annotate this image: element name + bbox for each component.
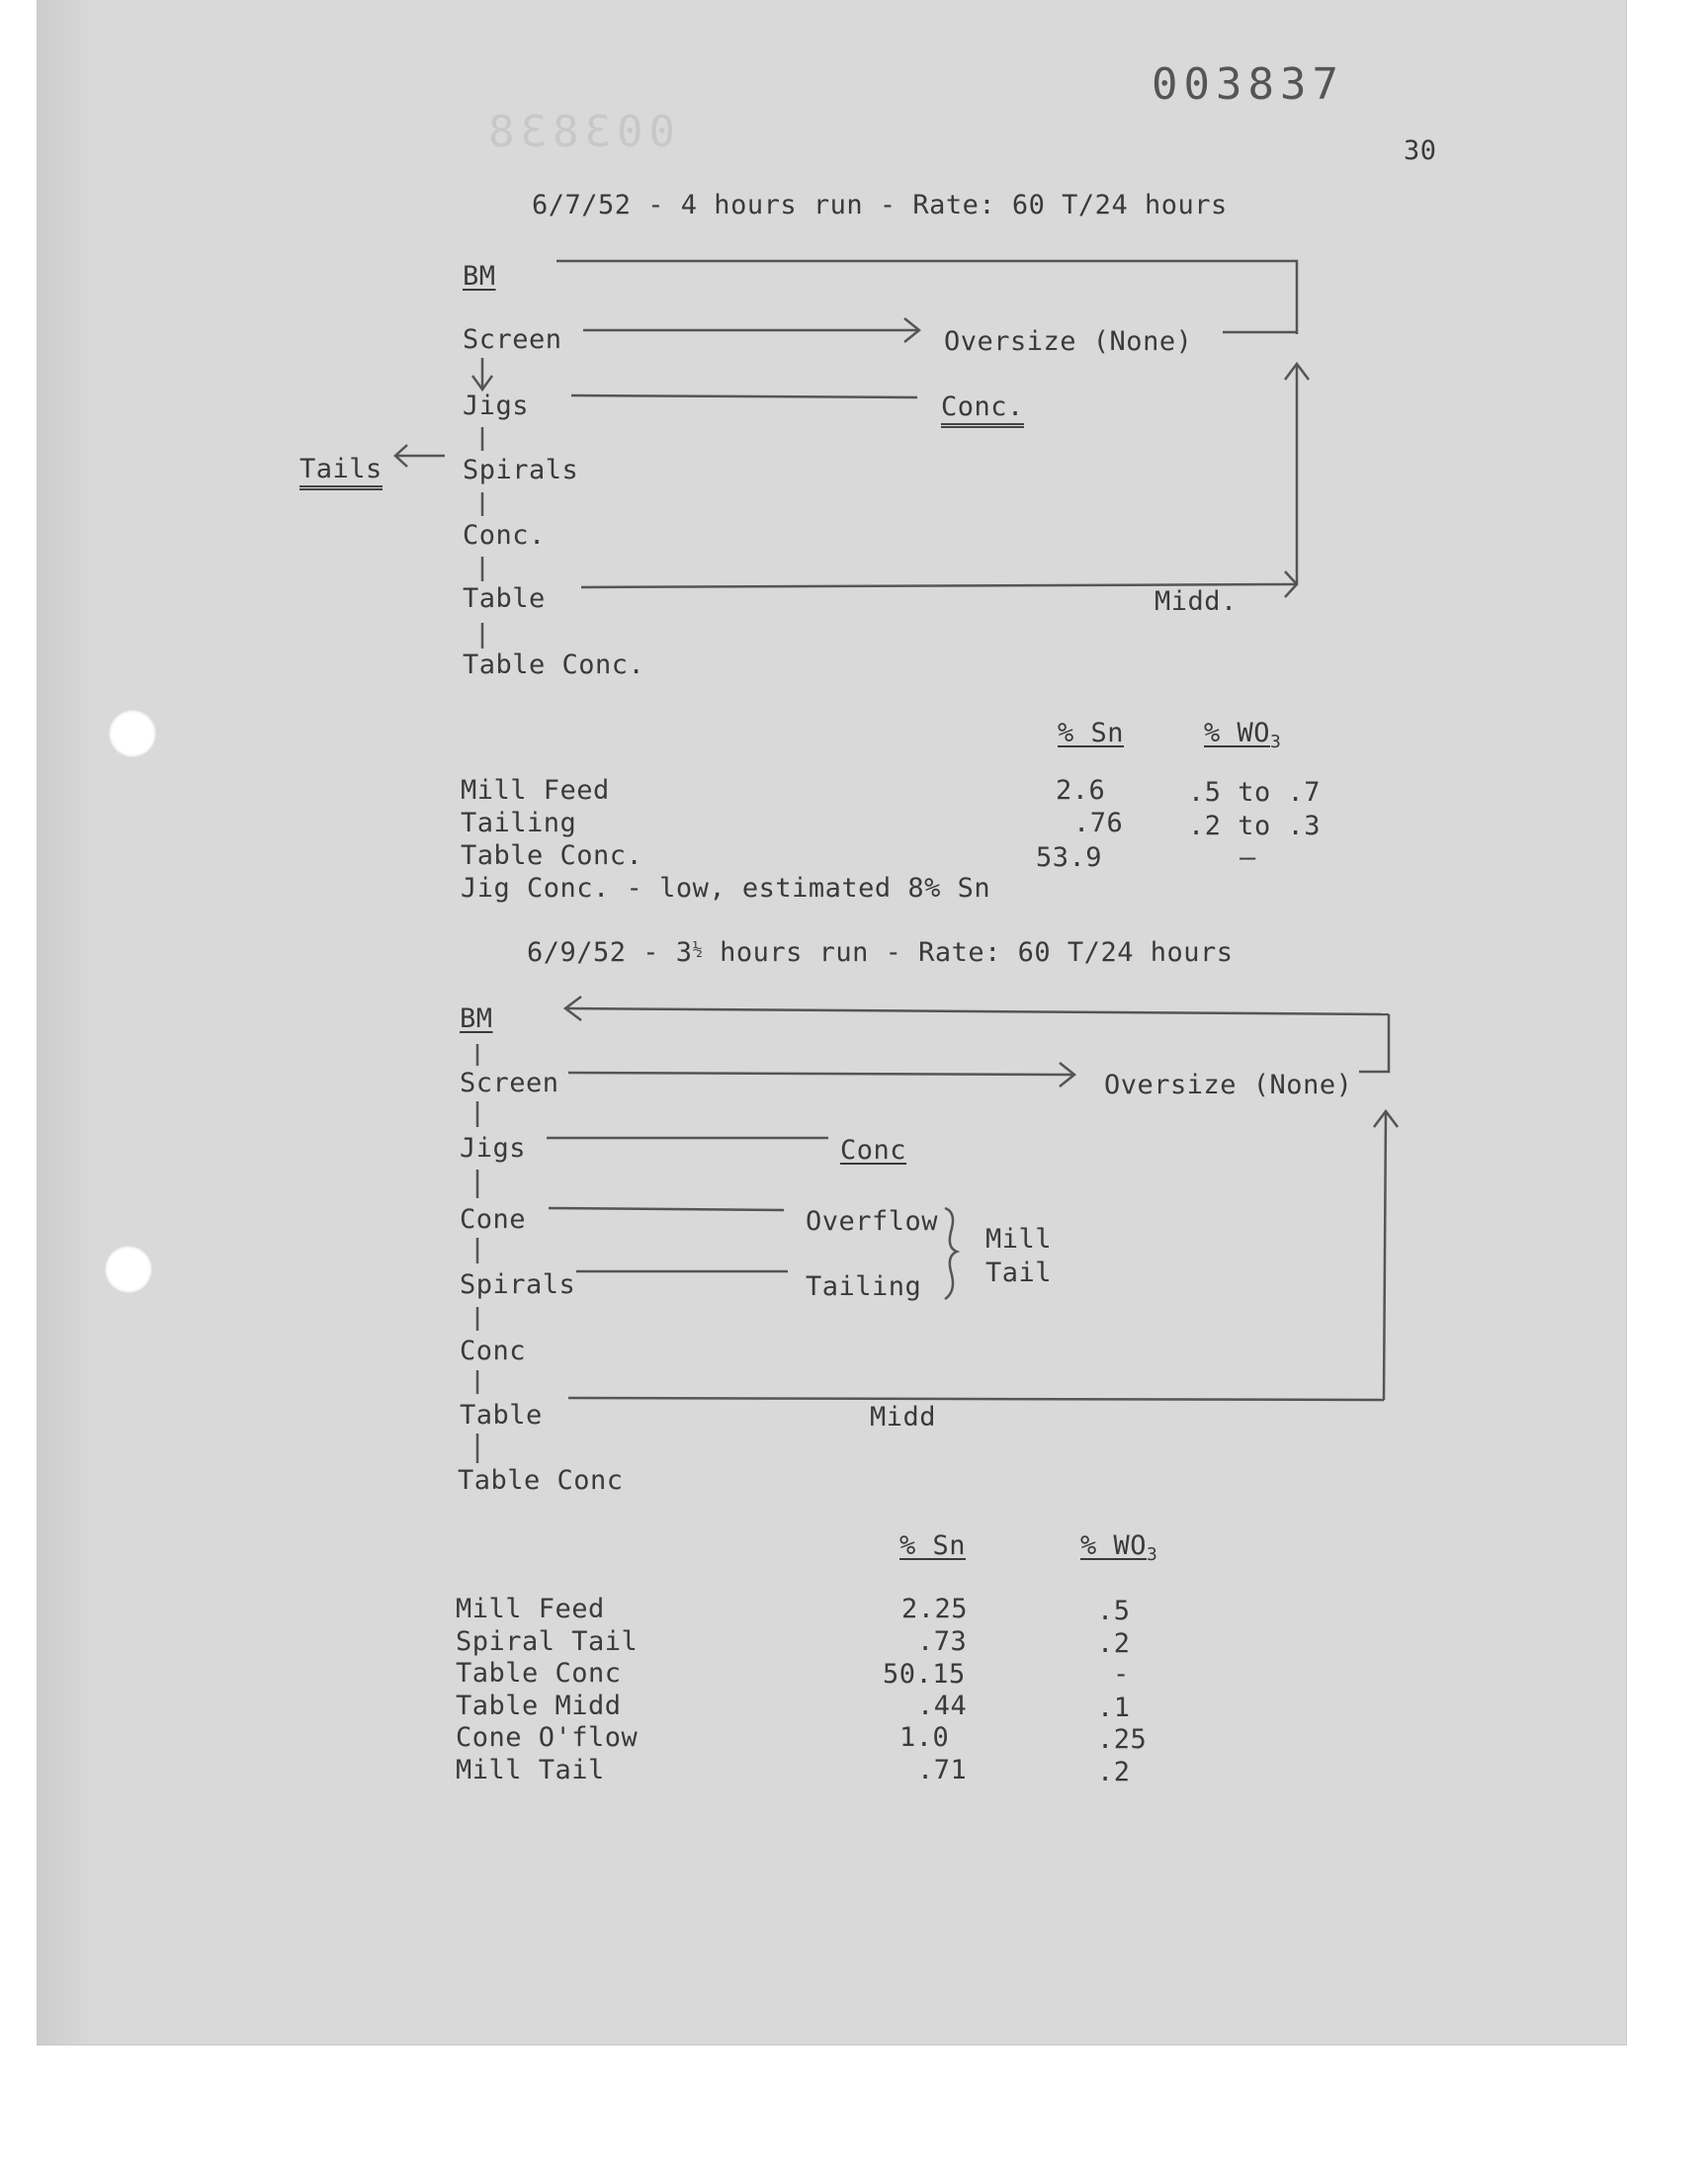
table1-header-sn: % Sn [1058,718,1125,748]
flow1-midd: Midd. [1154,586,1238,617]
table2-row-wo3: .2 [1097,1757,1131,1787]
table1-row-wo3: .5 to .7 [1188,777,1322,808]
flow2-screen: Screen [460,1068,559,1098]
flow2-tailing: Tailing [806,1271,922,1302]
table1-row-wo3: .2 to .3 [1188,811,1322,841]
table1-note: Jig Conc. - low, estimated 8% Sn [461,873,991,904]
flow1-jigs: Jigs [463,391,530,421]
table2-row-sn: .71 [917,1755,968,1785]
flow2-mill: Mill [985,1224,1053,1255]
table1-row-sn: 2.6 [1056,775,1106,806]
flow1-bm: BM [463,261,496,292]
flow2-conc: Conc [460,1336,527,1366]
flow2-spirals: Spirals [460,1269,576,1300]
flow1-connectors [395,261,1309,649]
flow2-connectors [477,997,1398,1463]
section2-heading: $6/9/52 - 3^{\frac{1}{2}}$ hours run - Rate: 60 T/24 hours [527,937,1234,968]
table2-row-sn: 50.15 [883,1659,966,1690]
document-number: 003837 [1152,59,1344,110]
flow1-tails: Tails [299,454,383,490]
flow2-tail: Tail [985,1258,1053,1288]
table2-row-wo3: - [1113,1659,1130,1690]
page-number: 30 [1404,135,1437,166]
table1-row-label: Mill Feed [461,775,610,806]
flow2-midd: Midd [870,1402,937,1433]
table2-row-sn: 1.0 [899,1722,950,1753]
flow2-jig-conc: Conc [840,1135,907,1166]
section1-heading: 6/7/52 - 4 hours run - Rate: 60 T/24 hours [532,190,1228,220]
flow1-table-conc: Table Conc. [463,650,645,680]
table2-row-sn: 2.25 [901,1594,969,1624]
flow1-conc: Conc. [463,520,546,551]
flow1-spirals: Spirals [463,455,579,485]
flow1-screen: Screen [463,324,562,355]
table2-row-label: Cone O'flow [456,1722,639,1753]
table1-header-wo3: % $WO_3$ [1204,718,1282,752]
flow1-table: Table [463,583,546,614]
table2-row-sn: .73 [917,1626,968,1657]
flow2-oversize: Oversize (None) [1104,1070,1353,1100]
table1-row-sn: 53.9 [1036,842,1103,873]
flow2-cone: Cone [460,1204,527,1235]
table2-row-label: Spiral Tail [456,1626,639,1657]
flow2-table: Table [460,1400,543,1431]
table1-row-label: Table Conc. [461,840,643,871]
table2-row-label: Table Midd [456,1691,622,1721]
bleed-through-number: 003838 [482,107,675,157]
table2-row-label: Table Conc [456,1658,622,1689]
table2-header-sn: % Sn [899,1530,967,1561]
table2-row-label: Mill Feed [456,1594,605,1624]
table2-row-wo3: .1 [1097,1693,1131,1723]
table1-row-sn: .76 [1073,808,1124,838]
table2-header-wo3: % $WO_3$ [1080,1530,1158,1565]
flow1-jig-conc: Conc. [941,392,1024,428]
flow1-oversize: Oversize (None) [944,326,1193,357]
table1-row-wo3: — [1239,842,1256,873]
flow2-bm: BM [460,1003,493,1034]
table2-row-wo3: .25 [1097,1724,1148,1755]
flow2-jigs: Jigs [460,1133,527,1164]
table2-row-sn: .44 [917,1691,968,1721]
table2-row-wo3: .5 [1097,1596,1131,1626]
table2-row-wo3: .2 [1097,1628,1131,1659]
flow2-table-conc: Table Conc [458,1465,624,1496]
table1-row-label: Tailing [461,808,577,838]
flow2-overflow: Overflow [806,1206,939,1237]
table2-row-label: Mill Tail [456,1755,605,1785]
